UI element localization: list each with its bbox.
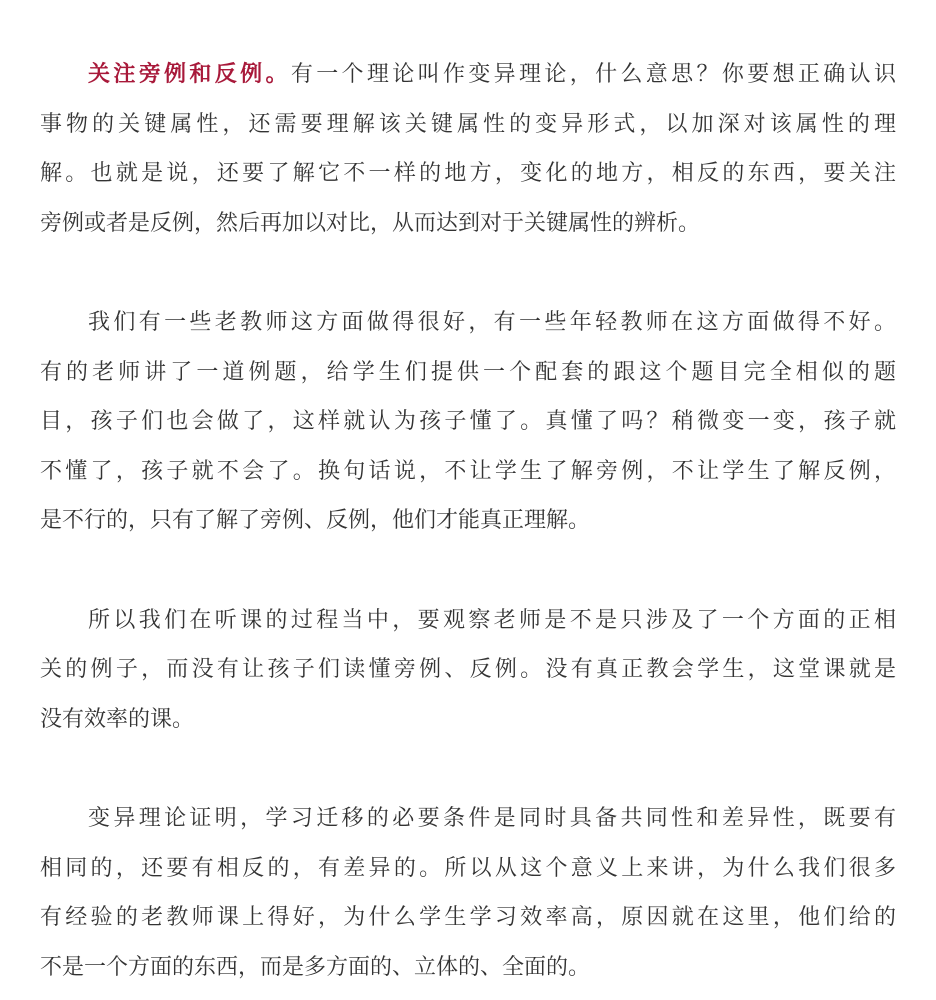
text-line: 有的老师讲了一道例题，给学生们提供一个配套的跟这个题目完全相似的题 <box>40 359 896 385</box>
paragraph-gap <box>40 744 896 794</box>
article-body <box>40 50 896 992</box>
text-line <box>40 50 896 100</box>
text-line: 所以我们在听课的过程当中，要观察老师是不是只涉及了一个方面的正相 <box>88 607 896 633</box>
text-line: 变异理论证明，学习迁移的必要条件是同时具备共同性和差异性，既要有 <box>88 805 896 831</box>
paragraph-gap <box>40 546 896 596</box>
text-line: 不懂了，孩子就不会了。换句话说，不让学生了解旁例，不让学生了解反例， <box>40 458 896 484</box>
text-line: 目，孩子们也会做了，这样就认为孩子懂了。真懂了吗？稍微变一变，孩子就 <box>40 409 896 435</box>
text-line: 有经验的老教师课上得好，为什么学生学习效率高，原因就在这里，他们给的 <box>40 905 896 931</box>
text-line: 相同的，还要有相反的，有差异的。所以从这个意义上来讲，为什么我们很多 <box>40 855 896 881</box>
text-line: 我们有一些老教师这方面做得很好，有一些年轻教师在这方面做得不好。 <box>88 309 896 335</box>
paragraph-4 <box>40 794 896 992</box>
text-line: 是不行的，只有了解了旁例、反例，他们才能真正理解。 <box>40 508 591 534</box>
text-span: 有一个理论叫作变异理论，什么意思？你要想正确认识 <box>290 62 896 87</box>
paragraph-1 <box>40 50 896 248</box>
text-line: 没有效率的课。 <box>40 706 195 732</box>
highlight-heading: 关注旁例和反例。 <box>88 62 291 87</box>
text-line: 事物的关键属性，还需要理解该关键属性的变异形式，以加深对该属性的理 <box>40 111 896 137</box>
text-line: 解。也就是说，还要了解它不一样的地方，变化的地方，相反的东西，要关注 <box>40 161 896 187</box>
paragraph-2 <box>40 298 896 546</box>
text-line: 关的例子，而没有让孩子们读懂旁例、反例。没有真正教会学生，这堂课就是 <box>40 657 896 683</box>
paragraph-3 <box>40 596 896 745</box>
text-line: 旁例或者是反例，然后再加以对比，从而达到对于关键属性的辨析。 <box>40 210 701 236</box>
text-line: 不是一个方面的东西，而是多方面的、立体的、全面的。 <box>40 954 591 980</box>
paragraph-gap <box>40 248 896 298</box>
